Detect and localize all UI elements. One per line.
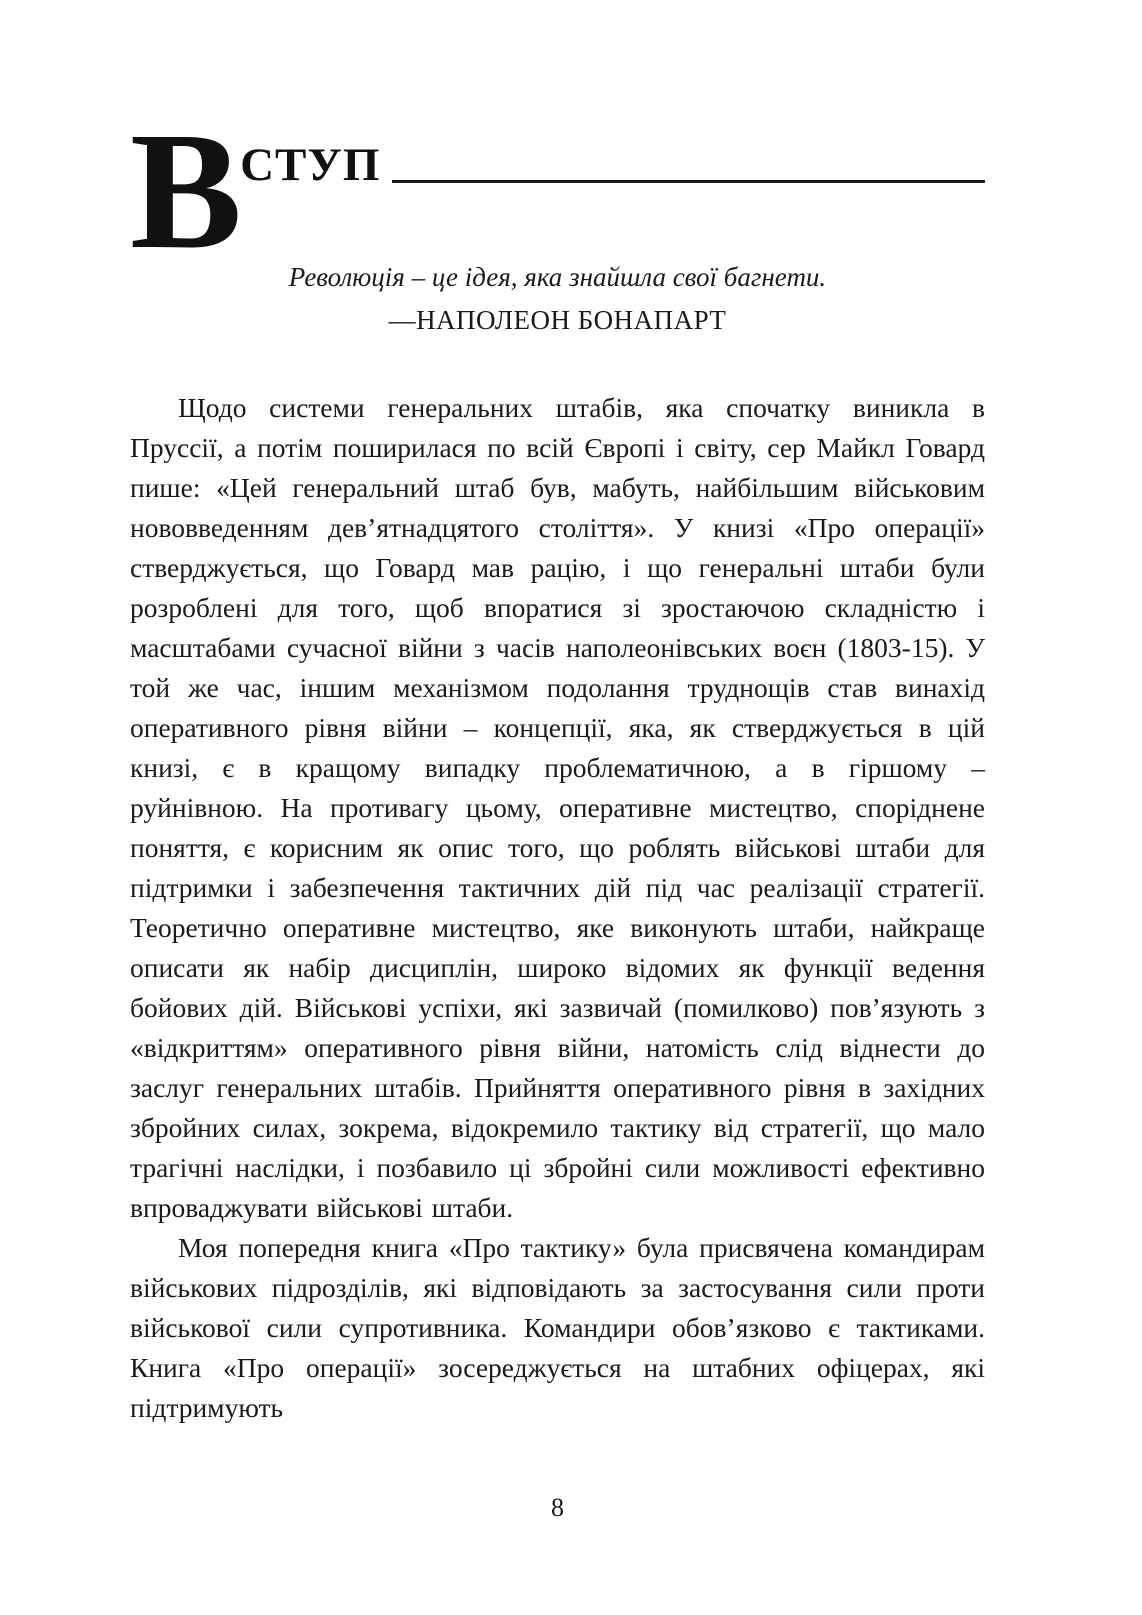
paragraph: Щодо системи генеральних штабів, яка спочатку виникла в Пруссії, а потім поширилася по всій Європі і світу, сер Майкл Говард пише: «Цей генеральний штаб був, мабуть, найбільшим військовим нововведенням дев’ятнадцятого століття». У книзі «Про операції» стверджується, що Говард мав рацію, і що генеральні штаби були розроблені для того, щоб впоратися зі зростаючою складністю і масштабами сучасної війни з часів наполеонівських воєн (1803-15). У той же час, іншим механізмом подолання труднощів став винахід оперативного рівня війни – концепції, яка, як стверджується в цій книзі, є в кращому випадку проблематичною, а в гіршому – руйнівною. На противагу цьому, оперативне мистецтво, споріднене поняття, є корисним як опис того, що роблять військові штаби для підтримки і забезпечення тактичних дій під час реалізації стратегії. Теоретично оперативне мистецтво, яке виконують штаби, найкраще описати як набір дисциплін, широко відомих як функції ведення бойових дій. Військові успіхи, які зазвичай (помилково) пов’язують з «відкриттям» оперативного рівня війни, натомість слід віднести до заслуг генеральних штабів. Прийняття оперативного рівня в західних збройних силах, зокрема, відокремило тактику від стратегії, що мало трагічні наслідки, і позбавило ці збройні сили можливості ефективно впроваджувати військові штаби. [130, 391, 985, 1223]
body-text [130, 388, 985, 1428]
heading-rule [392, 180, 985, 183]
epigraph-quote: Революція – це ідея, яка знайшла свої багнети. [288, 261, 827, 292]
chapter-dropcap: В [130, 98, 241, 284]
chapter-title: СТУП [240, 139, 381, 191]
epigraph-attribution: —НАПОЛЕОН БОНАПАРТ [388, 304, 727, 335]
page-number: 8 [551, 1493, 564, 1522]
epigraph [130, 258, 985, 340]
chapter-heading-row [240, 139, 985, 191]
paragraph: Моя попередня книга «Про тактику» була присвячена командирам військових підрозділів, які відповідають за застосування сили проти військової сили супротивника. Командири обов’язково є тактиками. Книга «Про операції» зосереджується на штабних офіцерах, які підтримують [130, 1231, 985, 1423]
